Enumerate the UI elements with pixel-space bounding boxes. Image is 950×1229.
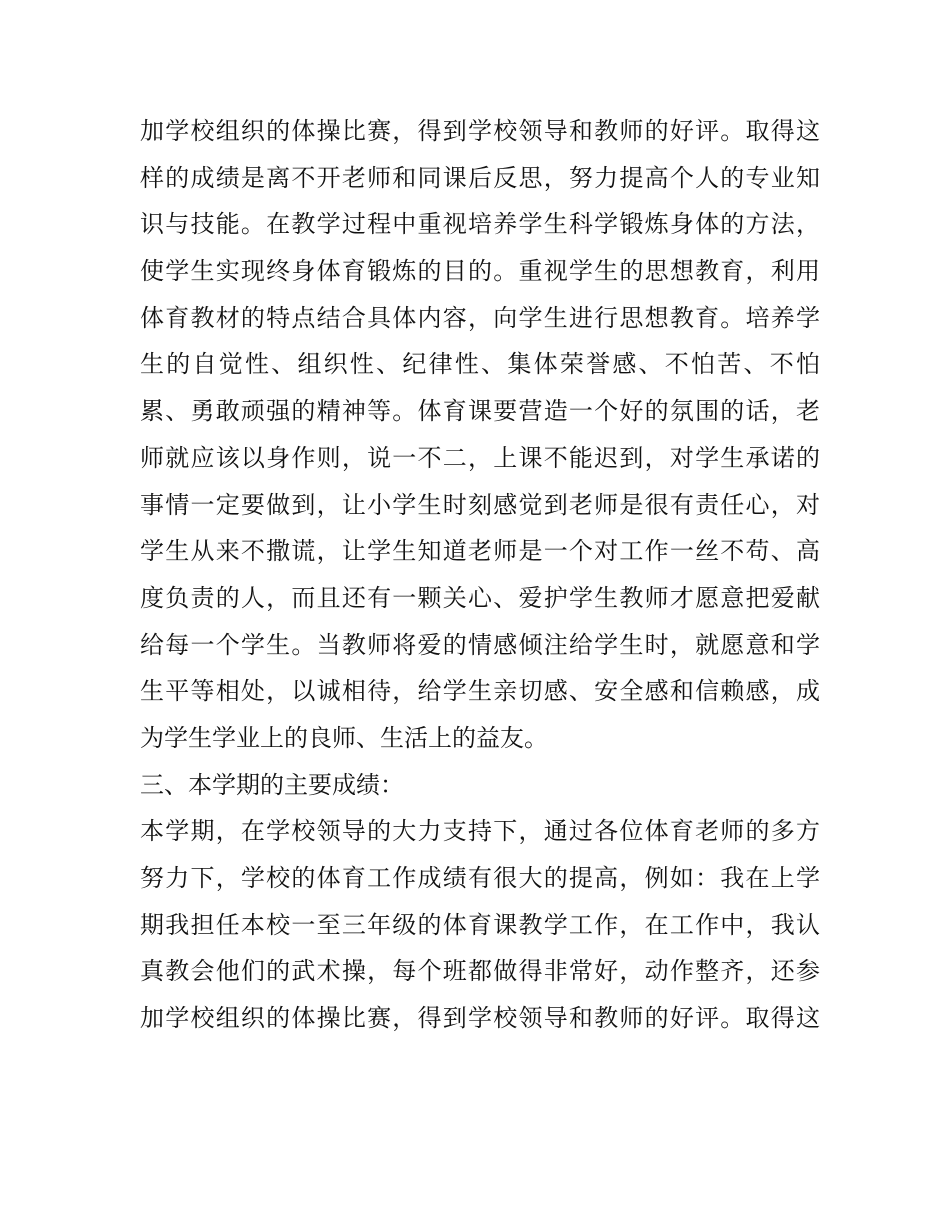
text-line: 识与技能。在教学过程中重视培养学生科学锻炼身体的方法， [140, 210, 820, 239]
text-line: 累、勇敢顽强的精神等。体育课要营造一个好的氛围的话，老 [140, 397, 820, 426]
text-line: 本学期，在学校领导的大力支持下，通过各位体育老师的多方 [140, 817, 820, 846]
text-line: 使学生实现终身体育锻炼的目的。重视学生的思想教育，利用 [140, 257, 820, 286]
text-line: 事情一定要做到，让小学生时刻感觉到老师是很有责任心，对 [140, 490, 820, 519]
body-text [140, 108, 820, 1042]
text-line: 体育教材的特点结合具体内容，向学生进行思想教育。培养学 [140, 303, 820, 332]
text-line: 期我担任本校一至三年级的体育课教学工作，在工作中，我认 [140, 910, 820, 939]
text-line: 师就应该以身作则，说一不二，上课不能迟到，对学生承诺的 [140, 443, 820, 472]
text-line: 努力下，学校的体育工作成绩有很大的提高，例如：我在上学 [140, 864, 820, 892]
text-line: 度负责的人，而且还有一颗关心、爱护学生教师才愿意把爱献 [140, 583, 820, 612]
paragraph-end-line: 三、本学期的主要成绩： [140, 770, 404, 799]
text-line: 加学校组织的体操比赛，得到学校领导和教师的好评。取得这 [140, 117, 820, 145]
paragraph-end-line: 为学生学业上的良师、生活上的益友。 [140, 723, 548, 752]
text-line: 样的成绩是离不开老师和同课后反思，努力提高个人的专业知 [140, 163, 820, 192]
text-line: 学生从来不撒谎，让学生知道老师是一个对工作一丝不苟、高 [140, 537, 820, 566]
text-line: 加学校组织的体操比赛，得到学校领导和教师的好评。取得这 [140, 1004, 820, 1033]
text-line: 给每一个学生。当教师将爱的情感倾注给学生时，就愿意和学 [140, 630, 820, 659]
text-line: 生的自觉性、组织性、纪律性、集体荣誉感、不怕苦、不怕 [140, 350, 820, 379]
text-line: 生平等相处，以诚相待，给学生亲切感、安全感和信赖感，成 [140, 677, 820, 706]
text-line: 真教会他们的武术操，每个班都做得非常好，动作整齐，还参 [140, 957, 820, 986]
